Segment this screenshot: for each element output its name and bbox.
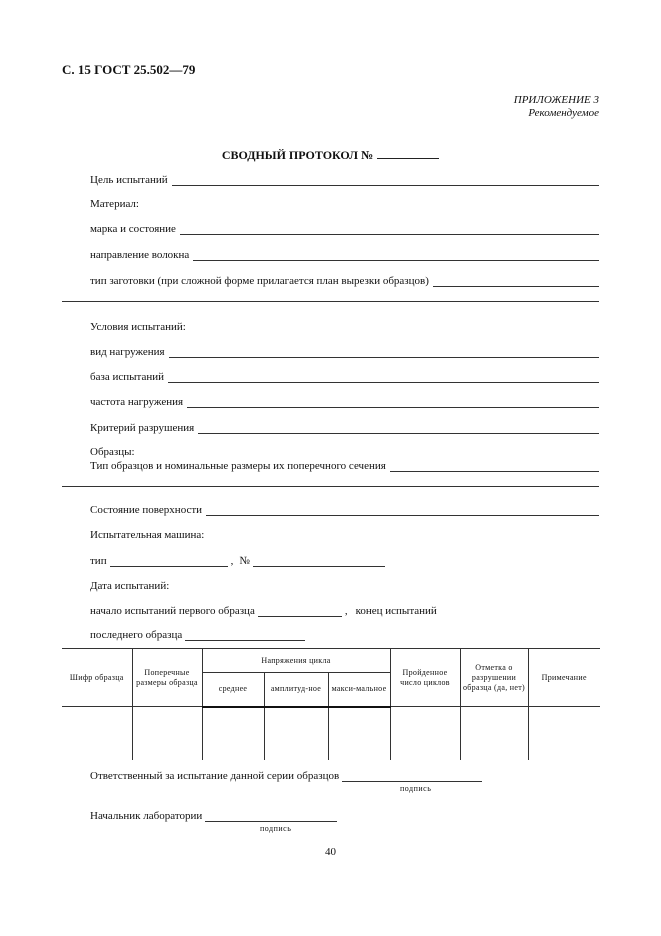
machine-label: Испытательная машина:: [90, 529, 205, 541]
lab-head-sign-line: [205, 811, 337, 822]
test-base-line: [168, 372, 599, 383]
start-first-line: [258, 606, 342, 617]
table-cell: [132, 707, 202, 760]
test-date-row: [90, 576, 599, 592]
blank-type-label: тип заготовки (при сложной форме прилагается план вырезки образцов): [90, 275, 429, 287]
grade-row: [90, 219, 599, 235]
responsible-row: [90, 766, 599, 782]
table-cell: [528, 707, 600, 760]
test-date-label: Дата испытаний:: [90, 580, 170, 592]
table-cell: [62, 707, 132, 760]
fiber-row: [90, 245, 599, 261]
machine-type-row: [90, 551, 599, 567]
fiber-line: [193, 250, 599, 261]
page-header: С. 15 ГОСТ 25.502—79: [62, 62, 196, 77]
col-failure: Отметка о разрушении образца (да, нет): [460, 649, 528, 707]
surface-row: [90, 500, 599, 516]
sample-types-label: Тип образцов и номинальные размеры их поперечного сечения: [90, 460, 386, 472]
samples-label: Образцы:: [90, 446, 135, 458]
sample-types-line: [390, 461, 599, 472]
blank-type-continuation-line: [62, 301, 599, 302]
appendix-block: [514, 94, 599, 120]
start-first-label: начало испытаний первого образца: [90, 605, 255, 617]
surface-label: Состояние поверхности: [90, 504, 203, 516]
col-dims: Поперечные размеры образца: [132, 649, 202, 707]
responsible-sign-caption: подпись: [400, 784, 432, 793]
col-amp: амплитуд-ное: [264, 673, 328, 707]
col-stress: Напряжения цикла: [202, 649, 390, 673]
load-type-line: [169, 347, 599, 358]
end-tests-label: конец испытаний: [355, 605, 437, 617]
conditions-label: Условия испытаний:: [90, 321, 186, 333]
goal-row: [90, 170, 599, 186]
table-cell: [264, 707, 328, 760]
responsible-sign-line: [342, 771, 482, 782]
results-table: [62, 648, 600, 760]
table-header-row-1: [62, 649, 600, 673]
fiber-label: направление волокна: [90, 249, 190, 261]
appendix-subtitle: Рекомендуемое: [528, 107, 599, 119]
table-row: [62, 707, 600, 760]
material-row: [90, 194, 599, 210]
last-sample-row: [90, 625, 599, 641]
table-cell: [202, 707, 264, 760]
protocol-title-text: СВОДНЫЙ ПРОТОКОЛ №: [221, 148, 374, 162]
machine-number-label: №: [239, 555, 250, 567]
load-type-label: вид нагружения: [90, 346, 165, 358]
failure-criterion-line: [198, 423, 599, 434]
table-cell: [390, 707, 460, 760]
lab-head-label: Начальник лаборатории: [90, 810, 203, 822]
goal-label: Цель испытаний: [90, 174, 168, 186]
machine-comma: ,: [230, 555, 234, 567]
page-number: 40: [325, 846, 336, 858]
goal-line: [172, 175, 599, 186]
protocol-number-blank: [377, 148, 439, 159]
start-first-row: [90, 601, 599, 617]
grade-line: [180, 224, 599, 235]
test-base-row: [90, 367, 599, 383]
responsible-label: Ответственный за испытание данной серии образцов: [90, 770, 340, 782]
grade-label: марка и состояние: [90, 223, 176, 235]
conditions-row: [90, 317, 599, 333]
lab-head-sign-caption: подпись: [260, 824, 292, 833]
table-cell: [460, 707, 528, 760]
load-freq-label: частота нагружения: [90, 396, 184, 408]
failure-criterion-label: Критерий разрушения: [90, 422, 195, 434]
start-comma: ,: [344, 605, 348, 617]
failure-criterion-row: [90, 418, 599, 434]
blank-type-row: [90, 271, 599, 287]
load-freq-line: [187, 397, 599, 408]
col-cycles: Пройденное число циклов: [390, 649, 460, 707]
col-mean: среднее: [202, 673, 264, 707]
appendix-title: ПРИЛОЖЕНИЕ 3: [513, 94, 599, 106]
sample-types-continuation-line: [62, 486, 599, 487]
col-note: Примечание: [528, 649, 600, 707]
lab-head-row: [90, 806, 599, 822]
test-base-label: база испытаний: [90, 371, 164, 383]
machine-type-label: тип: [90, 555, 107, 567]
machine-number-line: [253, 556, 385, 567]
load-freq-row: [90, 392, 599, 408]
sample-types-row: [90, 456, 599, 472]
material-label: Материал:: [90, 198, 139, 210]
last-sample-label: последнего образца: [90, 629, 183, 641]
protocol-title: [0, 148, 661, 163]
col-max: макси-мальное: [328, 673, 390, 707]
load-type-row: [90, 342, 599, 358]
machine-type-line: [110, 556, 228, 567]
table-cell: [328, 707, 390, 760]
blank-type-line: [433, 276, 599, 287]
last-sample-line: [185, 630, 305, 641]
surface-line: [206, 505, 599, 516]
col-code: Шифр образца: [62, 649, 132, 707]
machine-row: [90, 525, 599, 541]
